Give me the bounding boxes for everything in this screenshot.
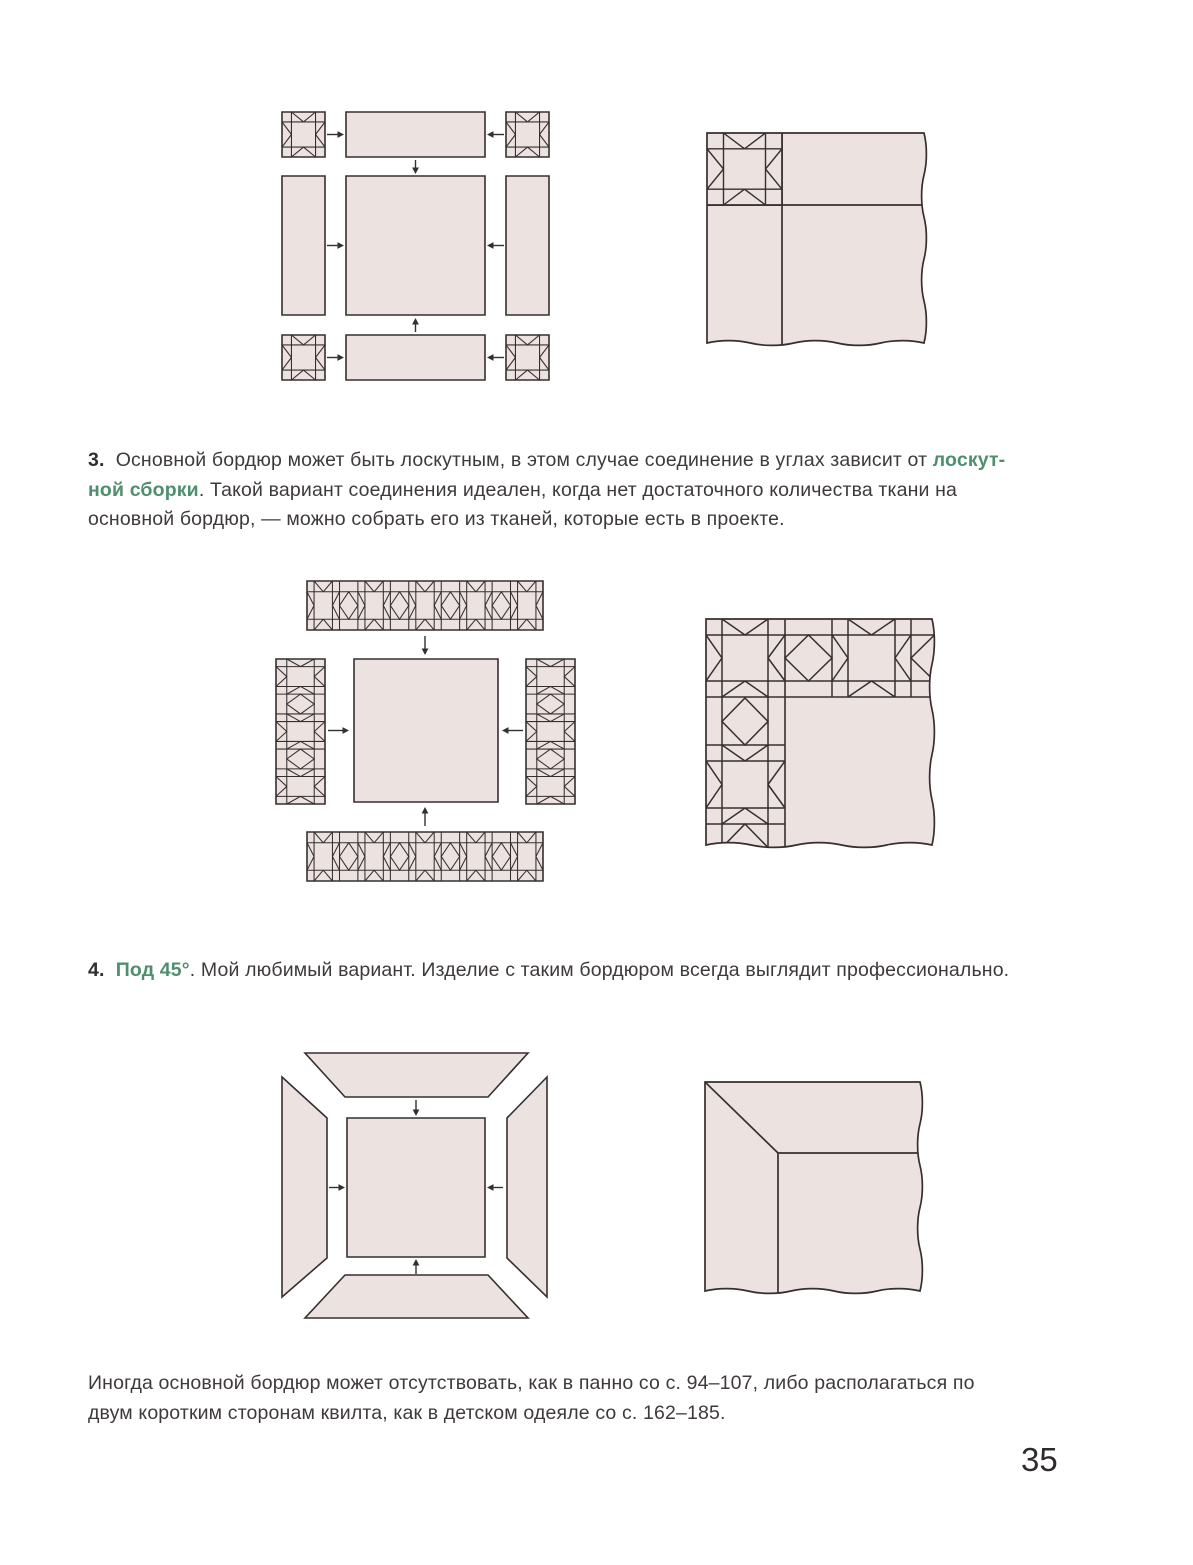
mitered-strip [305, 1275, 528, 1318]
quilt-center [347, 1118, 485, 1257]
quilt-corner-piece [706, 619, 958, 871]
arrow-icon [487, 1184, 503, 1191]
mitered-strip [305, 1053, 528, 1097]
paragraph-bottom [88, 1369, 1128, 1428]
arrow-icon [487, 354, 504, 361]
mitered-strip [507, 1077, 547, 1297]
arrow-icon [412, 160, 419, 174]
arrow-icon [327, 131, 344, 138]
body-text: Иногда основной бордюр может отсутствовать, как в панно со с. 94–107, либо располагаться по [88, 1372, 975, 1394]
body-text [105, 959, 116, 981]
quilt-center [346, 176, 485, 315]
accent-text: лоскут- [932, 449, 1006, 471]
arrow-icon [327, 354, 344, 361]
arrow-icon [412, 318, 419, 332]
figure1-assembled-corner [700, 125, 940, 353]
item-number: 4. [88, 959, 105, 981]
arrow-icon [327, 242, 344, 249]
body-text: Основной бордюр может быть лоскутным, в этом случае соединение в углах зависит от [104, 449, 933, 471]
star-block [506, 335, 549, 380]
quilt-corner-piece [707, 133, 930, 351]
page-number: 35 [1021, 1441, 1058, 1478]
mitered-strip [282, 1077, 327, 1297]
paragraph-4 [88, 956, 1148, 986]
pieced-border-strip [526, 659, 575, 804]
arrow-icon [329, 1184, 345, 1191]
border-strip [346, 335, 485, 380]
figure3-assembled-corner [695, 1070, 930, 1298]
item-number: 3. [88, 449, 105, 471]
arrow-icon [422, 807, 429, 826]
figure2-assembly-diagram [270, 575, 580, 887]
star-block [506, 112, 549, 157]
star-block [707, 133, 782, 205]
arrow-icon [328, 727, 349, 734]
pieced-border-strip [276, 659, 325, 804]
figure3-assembly-diagram [270, 1040, 562, 1325]
border-strip [346, 112, 485, 157]
body-text: . Такой вариант соединения идеален, когда нет достаточного количества ткани на [198, 478, 958, 501]
star-block [282, 112, 325, 157]
arrow-icon [413, 1259, 420, 1274]
body-text: . Мой любимый вариант. Изделие с таким бордюром всегда выглядит профессионально. [189, 959, 1010, 981]
arrow-icon [502, 727, 523, 734]
quilt-center [354, 659, 498, 802]
arrow-icon [422, 636, 429, 655]
pieced-border-strip [307, 832, 543, 881]
border-strip [282, 176, 325, 315]
arrow-icon [413, 1100, 420, 1116]
arrow-icon [487, 242, 504, 249]
body-text: основной бордюр, — можно собрать его из тканей, которые есть в проекте. [88, 508, 785, 530]
quilt-corner-piece [705, 1082, 925, 1296]
paragraph-3 [88, 446, 1128, 535]
star-block [282, 335, 325, 380]
body-text: двум коротким сторонам квилта, как в детском одеяле со с. 162–185. [88, 1401, 726, 1424]
border-strip [506, 176, 549, 315]
arrow-icon [487, 131, 504, 138]
figure1-assembly-diagram [270, 103, 562, 388]
accent-text: ной сборки [88, 478, 199, 501]
accent-text: Под 45° [115, 959, 190, 981]
figure2-assembled-corner [695, 608, 940, 853]
pieced-border-strip [307, 581, 543, 630]
